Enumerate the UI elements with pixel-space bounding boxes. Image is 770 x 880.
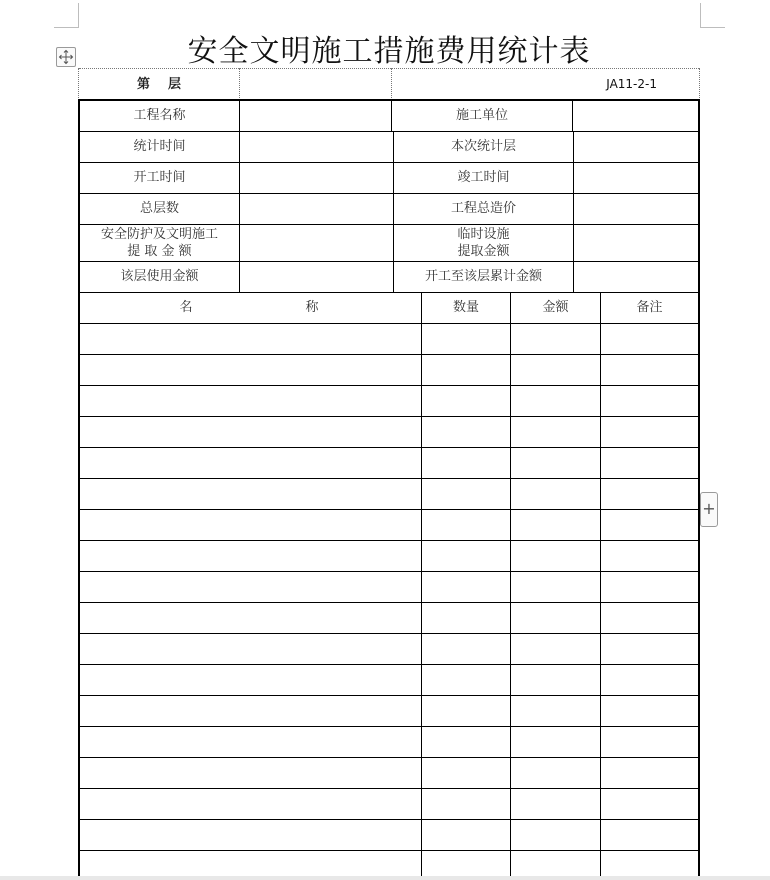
cumulative-amount-value-cell[interactable] bbox=[574, 261, 698, 292]
floor-label: 第 层 bbox=[136, 76, 182, 92]
row-divider bbox=[79, 664, 699, 665]
add-column-button[interactable]: + bbox=[700, 492, 718, 527]
current-floor-label: 本次统计层 bbox=[450, 139, 516, 154]
document-title: 安全文明施工措施费用统计表 bbox=[187, 34, 591, 69]
project-name-label: 工程名称 bbox=[133, 108, 186, 123]
row-divider bbox=[79, 695, 699, 696]
completion-time-value-cell[interactable] bbox=[574, 162, 698, 193]
quantity-column-header: 数量 bbox=[452, 300, 479, 315]
row-divider bbox=[79, 509, 699, 510]
row-divider bbox=[79, 540, 699, 541]
row-divider bbox=[79, 354, 699, 355]
row-divider bbox=[79, 726, 699, 727]
statistics-time-label: 统计时间 bbox=[133, 139, 186, 154]
total-floors-value-cell[interactable] bbox=[240, 193, 393, 224]
completion-time-label: 竣工时间 bbox=[457, 170, 510, 185]
name-column-header: 称 bbox=[305, 300, 319, 315]
row-divider bbox=[79, 478, 699, 479]
table-right-border bbox=[698, 99, 700, 876]
current-floor-value-cell[interactable] bbox=[574, 131, 698, 162]
page-bottom-edge bbox=[0, 876, 770, 880]
row-divider bbox=[79, 323, 699, 324]
row-divider bbox=[79, 850, 699, 851]
row-divider bbox=[79, 788, 699, 789]
row-divider bbox=[79, 416, 699, 417]
row-divider bbox=[79, 757, 699, 758]
page-corner-mark bbox=[700, 3, 725, 28]
row-divider bbox=[79, 633, 699, 634]
construction-unit-label: 施工单位 bbox=[455, 108, 508, 123]
row-divider bbox=[79, 385, 699, 386]
name-column-header: 名 bbox=[179, 300, 193, 315]
total-cost-label: 工程总造价 bbox=[450, 201, 516, 216]
safety-civilized-amount-label: 安全防护及文明施工 提 取 金 额 bbox=[100, 226, 218, 259]
page-corner-mark bbox=[54, 3, 79, 28]
row-divider bbox=[79, 571, 699, 572]
safety-civilized-amount-value-cell[interactable] bbox=[240, 224, 393, 261]
start-time-value-cell[interactable] bbox=[240, 162, 393, 193]
project-name-value-cell[interactable] bbox=[240, 100, 391, 131]
col-divider bbox=[510, 292, 511, 876]
construction-unit-value-cell[interactable] bbox=[573, 100, 698, 131]
cumulative-amount-label: 开工至该层累计金额 bbox=[424, 269, 542, 284]
remark-column-header: 备注 bbox=[636, 300, 663, 315]
col-divider bbox=[421, 292, 422, 876]
amount-column-header: 金额 bbox=[542, 300, 569, 315]
form-code: JA11-2-1 bbox=[606, 76, 657, 91]
statistics-time-value-cell[interactable] bbox=[240, 131, 393, 162]
row-divider bbox=[79, 447, 699, 448]
start-time-label: 开工时间 bbox=[133, 170, 186, 185]
header-row-right-border bbox=[699, 68, 700, 100]
total-floors-label: 总层数 bbox=[139, 201, 179, 216]
col-divider bbox=[600, 292, 601, 876]
floor-value-cell[interactable] bbox=[239, 68, 391, 100]
total-cost-value-cell[interactable] bbox=[574, 193, 698, 224]
temporary-facilities-amount-label: 临时设施 提取金额 bbox=[457, 226, 510, 259]
row-divider bbox=[79, 602, 699, 603]
temporary-facilities-amount-value-cell[interactable] bbox=[574, 224, 698, 261]
row-divider bbox=[79, 819, 699, 820]
floor-used-amount-label: 该层使用金额 bbox=[120, 269, 199, 284]
floor-used-amount-value-cell[interactable] bbox=[240, 261, 393, 292]
